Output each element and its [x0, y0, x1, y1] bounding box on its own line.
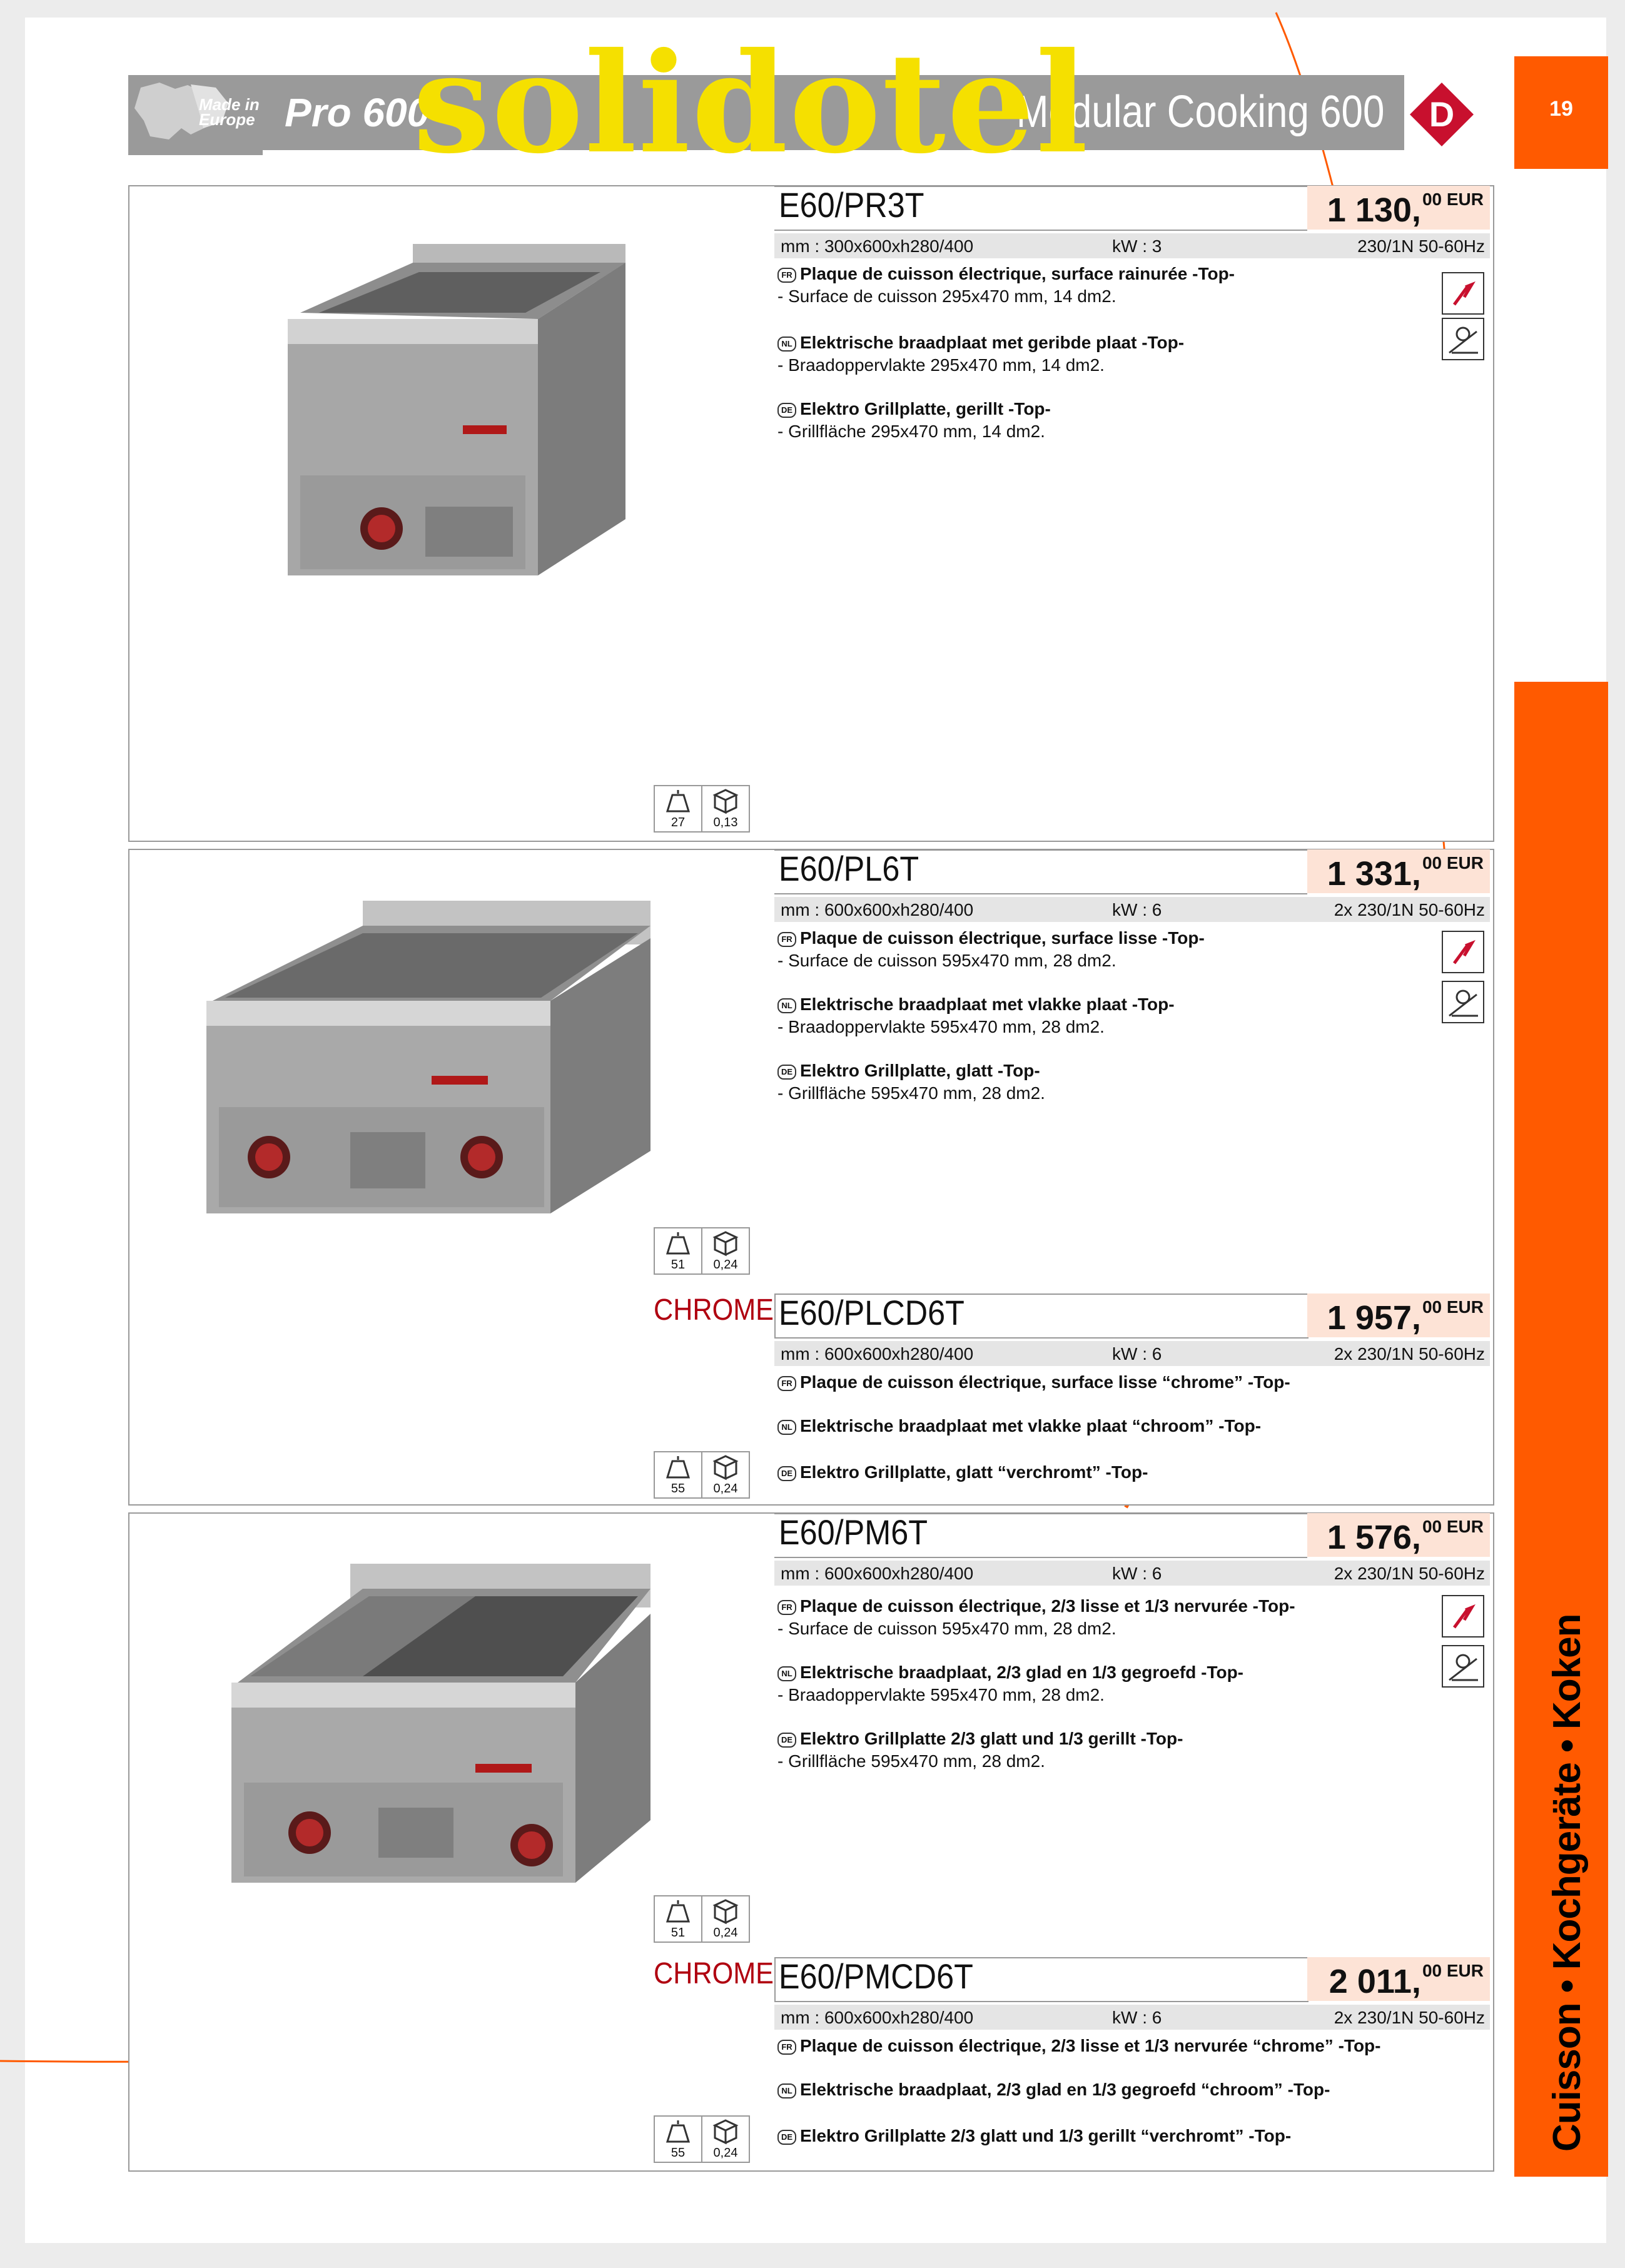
- page-number: 19: [1549, 97, 1573, 121]
- power: kW : 6: [1112, 1564, 1162, 1583]
- description-de: DE Elektro Grillplatte, glatt -Top- - Grillfläche 595x470 mm, 28 dm2.: [777, 1061, 1045, 1103]
- weight-value: 27: [671, 816, 686, 829]
- made-in-europe-label: Made in Europe: [199, 95, 260, 129]
- flag-de-icon: DE: [777, 1466, 796, 1481]
- dimensions: mm : 600x600xh280/400: [781, 900, 974, 919]
- brand-logo: solidotel: [413, 22, 1090, 184]
- description-de: DE Elektro Grillplatte 2/3 glatt und 1/3 gerillt -Top- - Grillfläche 595x470 mm, 28 dm2.: [777, 1729, 1183, 1771]
- flag-nl-icon: NL: [777, 1420, 796, 1435]
- spec-row: [774, 233, 1490, 258]
- power: kW : 3: [1112, 236, 1162, 256]
- price-int: 1 576,: [1327, 1519, 1421, 1556]
- currency: EUR: [1446, 1517, 1484, 1536]
- logistics-5: [654, 2115, 754, 2163]
- logistics-2: [654, 1227, 754, 1275]
- weight-value: 55: [671, 2146, 686, 2160]
- description-nl: NL Elektrische braadplaat met geribde plaat -Top- - Braadoppervlakte 295x470 mm, 14 dm2.: [777, 333, 1185, 375]
- flag-de-icon: DE: [777, 2130, 796, 2145]
- product-image-e60-pm6t: [225, 1557, 663, 1895]
- flag-fr-icon: FR: [777, 1600, 796, 1615]
- description-fr: FR Plaque de cuisson électrique, surface rainurée -Top- - Surface de cuisson 295x470 mm, 14 dm2.: [777, 264, 1235, 306]
- flag-de-icon: DE: [777, 1065, 796, 1080]
- description-de: DE Elektro Grillplatte 2/3 glatt und 1/3 gerillt “verchromt” -Top-: [777, 2125, 1434, 2147]
- series-label: Pro 600: [285, 90, 430, 135]
- weight-icon: [655, 1896, 701, 1925]
- model-name: E60/PM6T: [779, 1512, 928, 1552]
- electric-plug-icon: [1442, 1595, 1484, 1638]
- description-fr: FR Plaque de cuisson électrique, 2/3 lisse et 1/3 nervurée -Top- - Surface de cuisson 595x470 mm, 28 dm2.: [777, 1596, 1295, 1638]
- electric-plug-icon: [1442, 931, 1484, 973]
- flag-de-icon: DE: [777, 403, 796, 418]
- spec-row: [774, 2005, 1490, 2030]
- price-box: [1307, 186, 1490, 230]
- logistics-4: [654, 1895, 754, 1943]
- price-dec: 00: [1422, 1517, 1442, 1536]
- currency: EUR: [1446, 1297, 1484, 1317]
- volume-value: 0,24: [713, 1482, 738, 1496]
- flag-fr-icon: FR: [777, 2040, 796, 2055]
- price-int: 1 957,: [1327, 1299, 1421, 1337]
- volume-value: 0,24: [713, 1926, 738, 1940]
- power: kW : 6: [1112, 1344, 1162, 1364]
- voltage: 230/1N 50-60Hz: [1357, 236, 1485, 256]
- power: kW : 6: [1112, 900, 1162, 919]
- volume-value: 0,24: [713, 2146, 738, 2160]
- description-de: DE Elektro Grillplatte, gerillt -Top- - Grillfläche 295x470 mm, 14 dm2.: [777, 399, 1051, 441]
- product-image-e60-pl6t: [200, 888, 663, 1226]
- price: [1327, 1517, 1484, 1557]
- flag-de-icon: DE: [777, 1733, 796, 1748]
- voltage: 2x 230/1N 50-60Hz: [1334, 2008, 1485, 2027]
- weight-value: 55: [671, 1482, 686, 1496]
- flag-nl-icon: NL: [777, 337, 796, 352]
- price: [1327, 853, 1484, 893]
- voltage: 2x 230/1N 50-60Hz: [1334, 1564, 1485, 1583]
- flag-nl-icon: NL: [777, 1666, 796, 1681]
- description-fr: FR Plaque de cuisson électrique, surface lisse “chrome” -Top-: [777, 1371, 1434, 1394]
- price: [1327, 190, 1484, 230]
- volume-value: 0,13: [713, 816, 738, 829]
- page-number-tab: [1514, 56, 1608, 169]
- thermostat-icon: [1442, 981, 1484, 1023]
- spec-row: [774, 897, 1490, 922]
- electric-plug-icon: [1442, 272, 1484, 315]
- category-label: Cuisson • Kochgeräte • Koken: [1546, 1614, 1589, 2152]
- dimensions: mm : 600x600xh280/400: [781, 1344, 974, 1364]
- dimensions: mm : 600x600xh280/400: [781, 2008, 974, 2027]
- package-volume-icon: [702, 1896, 749, 1925]
- thermostat-icon: [1442, 318, 1484, 360]
- voltage: 2x 230/1N 50-60Hz: [1334, 1344, 1485, 1364]
- flag-nl-icon: NL: [777, 2083, 796, 2098]
- weight-icon: [655, 1228, 701, 1257]
- voltage: 2x 230/1N 50-60Hz: [1334, 900, 1485, 919]
- flag-fr-icon: FR: [777, 932, 796, 947]
- description-nl: NL Elektrische braadplaat met vlakke plaat “chroom” -Top-: [777, 1415, 1434, 1437]
- currency: EUR: [1446, 853, 1484, 873]
- price-dec: 00: [1422, 1961, 1442, 1980]
- price-int: 1 130,: [1327, 191, 1421, 229]
- logistics-3: [654, 1451, 754, 1499]
- model-name: E60/PR3T: [779, 185, 924, 225]
- price-box: [1307, 1293, 1490, 1337]
- chrome-label: CHROME: [654, 1293, 774, 1327]
- package-volume-icon: [702, 1228, 749, 1257]
- package-volume-icon: [702, 1452, 749, 1481]
- price-int: 1 331,: [1327, 855, 1421, 893]
- price-box: [1307, 1513, 1490, 1557]
- diamond-logo-icon: [1407, 80, 1476, 149]
- price-dec: 00: [1422, 1297, 1442, 1317]
- description-fr: FR Plaque de cuisson électrique, 2/3 lisse et 1/3 nervurée “chrome” -Top-: [777, 2035, 1434, 2057]
- model-name: E60/PMCD6T: [779, 1957, 973, 1996]
- volume-value: 0,24: [713, 1258, 738, 1272]
- product-image-e60-pr3t: [263, 225, 663, 600]
- description-nl: NL Elektrische braadplaat, 2/3 glad en 1/3 gegroefd “chroom” -Top-: [777, 2078, 1434, 2101]
- weight-value: 51: [671, 1926, 686, 1940]
- dimensions: mm : 600x600xh280/400: [781, 1564, 974, 1583]
- price-box: [1307, 1957, 1490, 2001]
- price-dec: 00: [1422, 190, 1442, 209]
- weight-icon: [655, 2117, 701, 2145]
- chrome-label: CHROME: [654, 1957, 774, 1990]
- flag-fr-icon: FR: [777, 268, 796, 283]
- currency: EUR: [1446, 190, 1484, 209]
- description-nl: NL Elektrische braadplaat met vlakke plaat -Top- - Braadoppervlakte 595x470 mm, 28 dm2.: [777, 995, 1175, 1036]
- weight-value: 51: [671, 1258, 686, 1272]
- description-fr: FR Plaque de cuisson électrique, surface lisse -Top- - Surface de cuisson 595x470 mm, 28 dm2.: [777, 928, 1205, 970]
- spec-row: [774, 1561, 1490, 1586]
- description-de: DE Elektro Grillplatte, glatt “verchromt” -Top-: [777, 1461, 1434, 1484]
- package-volume-icon: [702, 2117, 749, 2145]
- package-volume-icon: [702, 786, 749, 815]
- price-dec: 00: [1422, 853, 1442, 873]
- currency: EUR: [1446, 1961, 1484, 1980]
- flag-nl-icon: NL: [777, 998, 796, 1013]
- weight-icon: [655, 1452, 701, 1481]
- price: [1329, 1961, 1484, 2001]
- logistics-1: [654, 785, 754, 833]
- power: kW : 6: [1112, 2008, 1162, 2027]
- price-box: [1307, 849, 1490, 893]
- page-title: Modular Cooking 600: [1016, 87, 1384, 137]
- dimensions: mm : 300x600xh280/400: [781, 236, 974, 256]
- model-name: E60/PLCD6T: [779, 1293, 964, 1332]
- flag-fr-icon: FR: [777, 1376, 796, 1391]
- svg-text:D: D: [1429, 94, 1455, 134]
- weight-icon: [655, 786, 701, 815]
- price: [1327, 1297, 1484, 1337]
- price-int: 2 011,: [1329, 1963, 1421, 2000]
- spec-row: [774, 1341, 1490, 1366]
- model-name: E60/PL6T: [779, 849, 919, 888]
- description-nl: NL Elektrische braadplaat, 2/3 glad en 1/3 gegroefd -Top- - Braadoppervlakte 595x470 mm, 28 dm2.: [777, 1663, 1243, 1704]
- thermostat-icon: [1442, 1645, 1484, 1688]
